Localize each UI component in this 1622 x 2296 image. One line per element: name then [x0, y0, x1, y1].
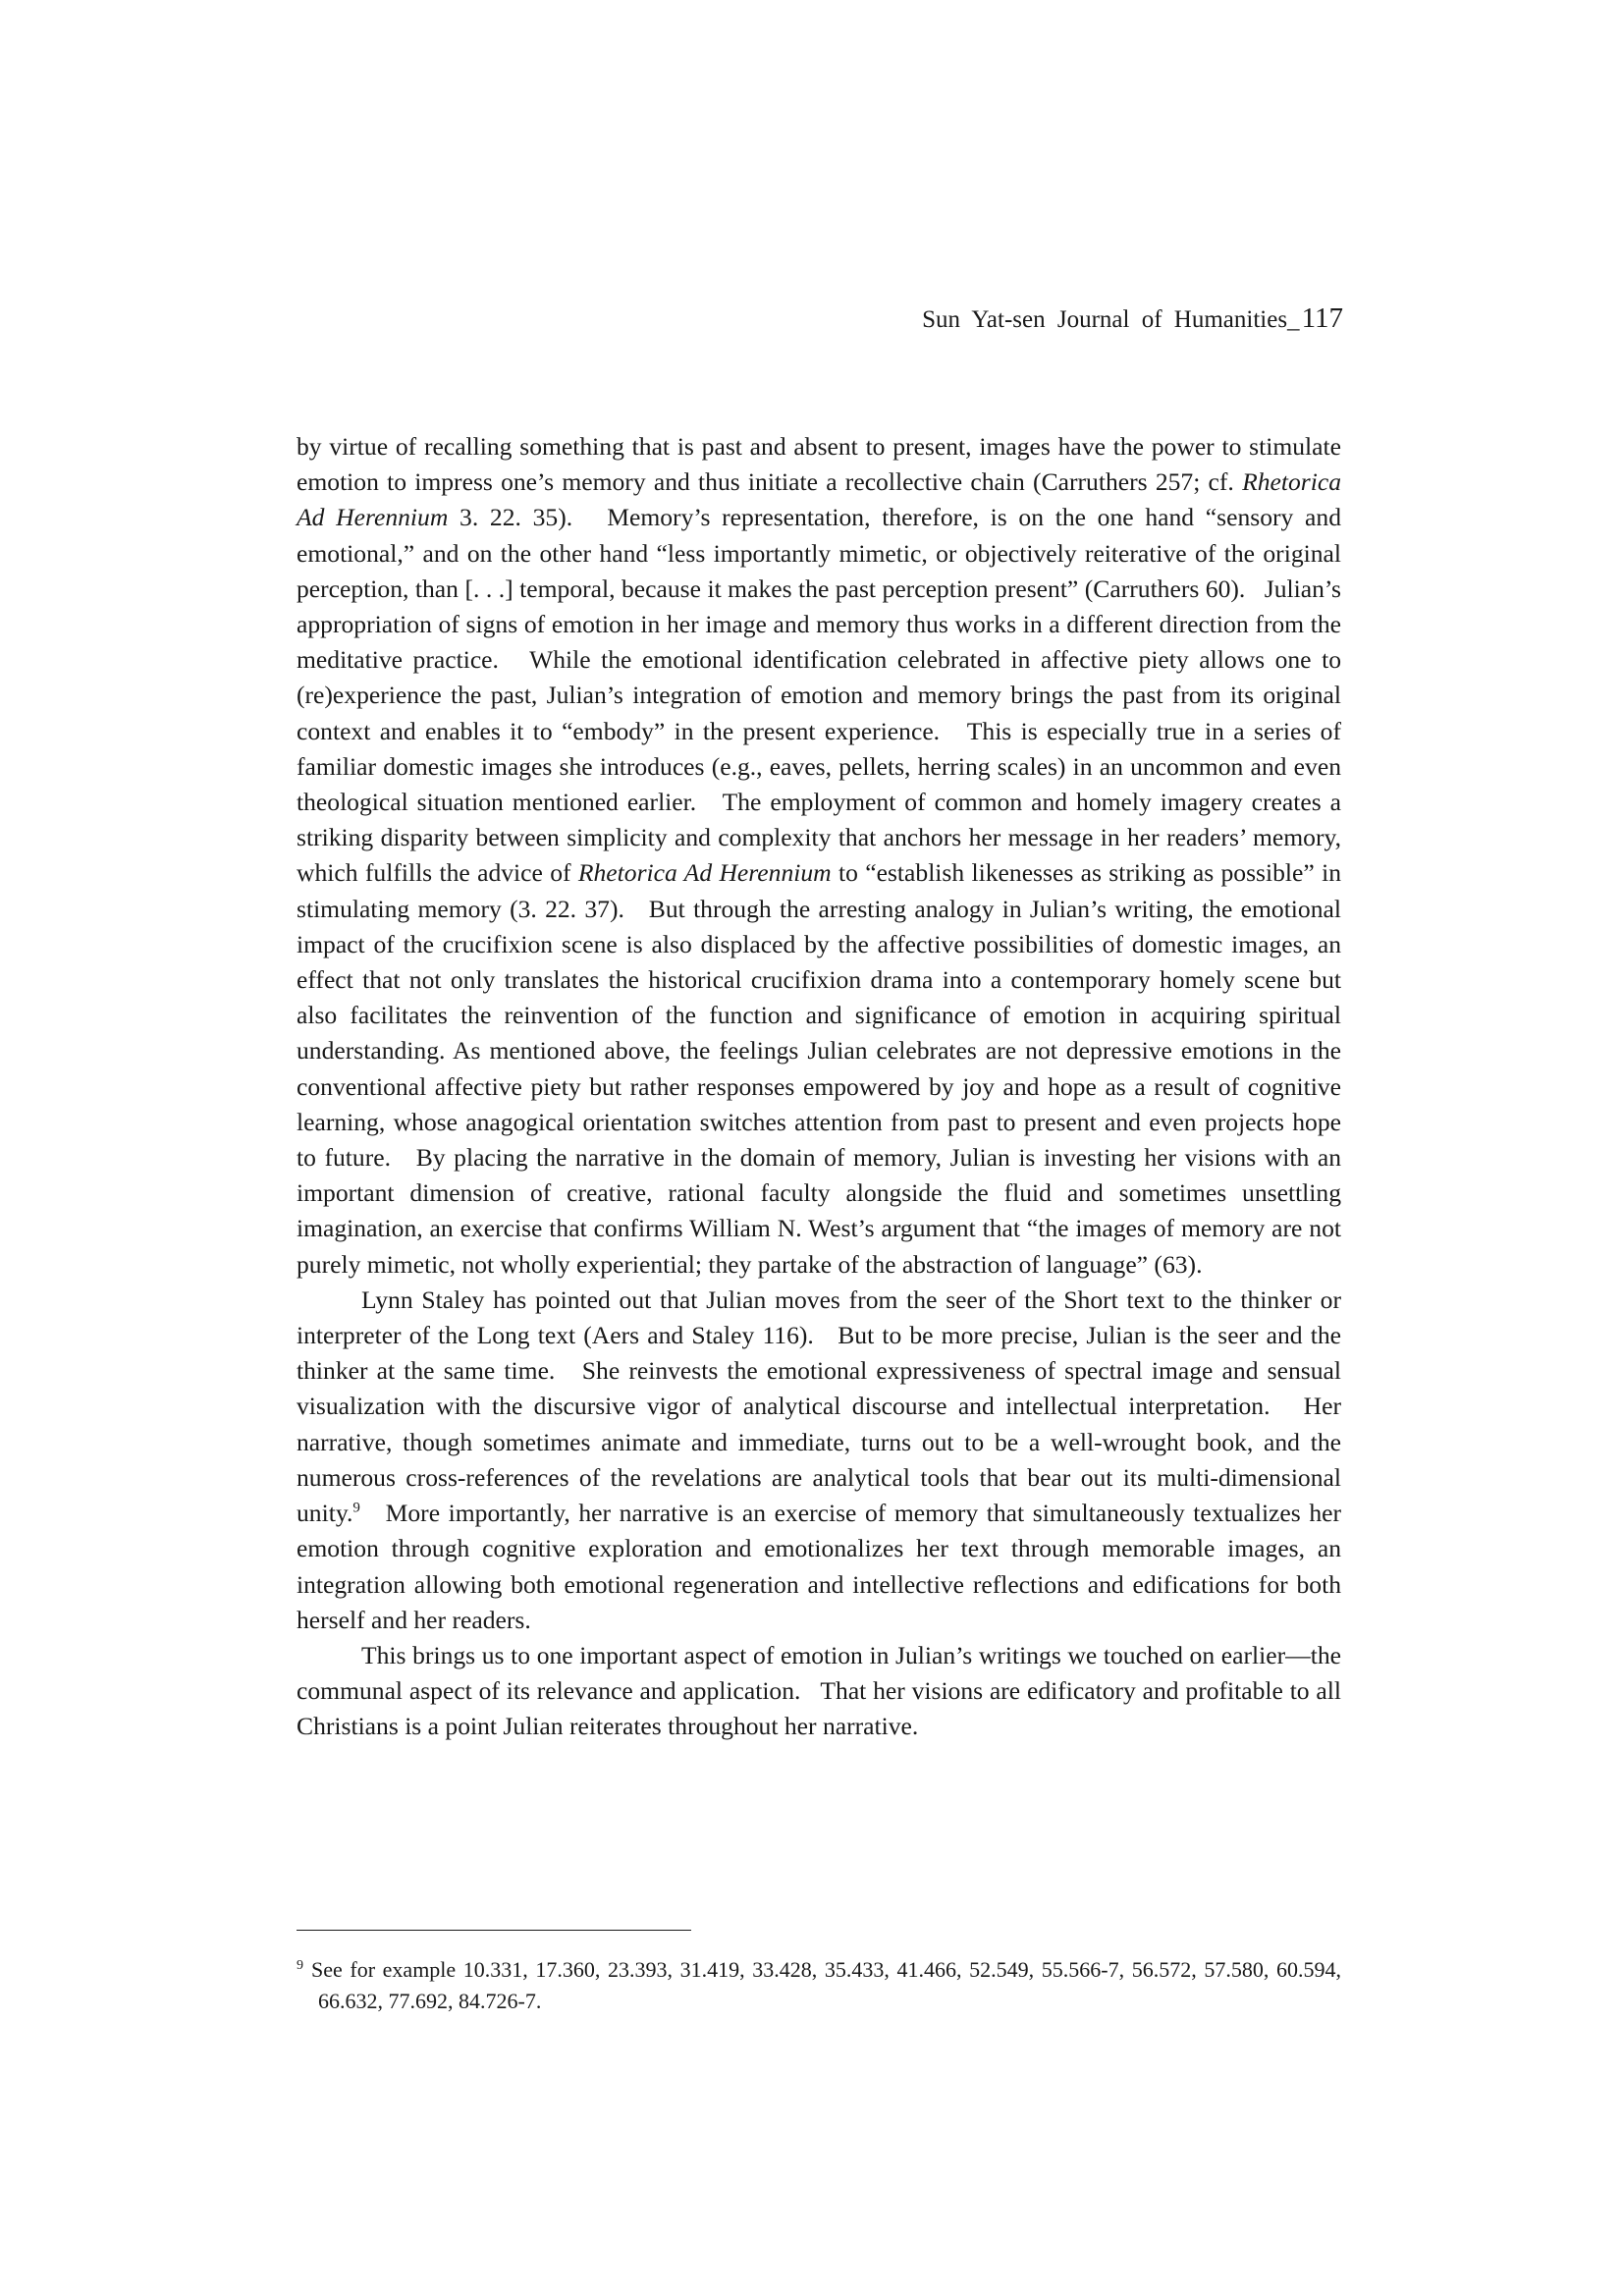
paragraph-2-text-b: More importantly, her narrative is an exercise of memory that simultaneously textualizes her emotion through cognitive exploration and emotionalizes her text through memorable images, an integration allowing both emotional regeneration and intellective reflections and edifications for both herself and her readers. [297, 1499, 1341, 1634]
paragraph-1-text-b: 3. 22. 35). Memory’s representation, therefore, is on the one hand “sensory and emotional,” and on the other hand “less importantly mimetic, or objectively reiterative of the original perception, than [. . .] temporal, because it makes the past perception present” (Carruthers 60). Julian’s appropriation of signs of emotion in her image and memory thus works in a different direction from the meditative practice. While the emotional identification celebrated in affective piety allows one to (re)experience the past, Julian’s integration of emotion and memory brings the past from its original context and enables it to “embody” in the present experience. This is especially true in a series of familiar domestic images she introduces (e.g., eaves, pellets, herring scales) in an uncommon and even theological situation mentioned earlier. The employment of common and homely imagery creates a striking disparity between simplicity and complexity that anchors her message in her readers’ memory, which fulfills the advice of [297, 503, 1341, 888]
footnote-mark: 9 [297, 1957, 303, 1973]
journal-title: Sun Yat-sen Journal of Humanities_ [922, 306, 1300, 333]
body-text [297, 429, 1341, 1745]
paragraph-3-text: This brings us to one important aspect of emotion in Julian’s writings we touched on earlier—the communal aspect of its relevance and application. That her visions are edificatory and profitable to all Christians is a point Julian reiterates throughout her narrative. [297, 1640, 1341, 1741]
paragraph-1-title-b: Rhetorica Ad Herennium [577, 858, 832, 888]
footnote-divider [297, 1930, 691, 1931]
paragraph-3 [297, 1638, 1341, 1745]
paragraph-1-title-a: Rhetorica Ad Herennium [297, 467, 1341, 532]
page-number: 117 [1301, 302, 1343, 334]
paragraph-1 [297, 429, 1341, 1283]
footnote-reference[interactable]: 9 [352, 1500, 360, 1516]
paragraph-1-text-a: by virtue of recalling something that is past and absent to present, images have the power to stimulate emotion to impress one’s memory and thus initiate a recollective chain (Carruthers 257; cf. [297, 432, 1341, 497]
running-head [911, 301, 1343, 338]
paragraph-2-text-a: Lynn Staley has pointed out that Julian moves from the seer of the Short text to the thinker or interpreter of the Long text (Aers and Staley 116). But to be more precise, Julian is the seer and the thinker at the same time. She reinvests the emotional expressiveness of spectral image and sensual visualization with the discursive vigor of analytical discourse and intellectual interpretation. Her narrative, though sometimes animate and immediate, turns out to be a well-wrought book, and the numerous cross-references of the revelations are analytical tools that bear out its multi-dimensional unity. [297, 1285, 1341, 1528]
footnote-text: See for example 10.331, 17.360, 23.393, 31.419, 33.428, 35.433, 41.466, 52.549, 55.566-7, 56.572, 57.580, 60.594, 66.632, 77.692, 84.726-7. [311, 1957, 1341, 2013]
paragraph-1-text-c: to “establish likenesses as striking as possible” in stimulating memory (3. 22. 37). But through the arresting analogy in Julian’s writing, the emotional impact of the crucifixion scene is also displaced by the affective possibilities of domestic images, an effect that not only translates the historical crucifixion drama into a contemporary homely scene but also facilitates the reinvention of the function and significance of emotion in acquiring spiritual understanding. As mentioned above, the feelings Julian celebrates are not depressive emotions in the conventional affective piety but rather responses empowered by joy and hope as a result of cognitive learning, whose anagogical orientation switches attention from past to present and even projects hope to future. By placing the narrative in the domain of memory, Julian is investing her visions with an important dimension of creative, rational faculty alongside the fluid and sometimes unsettling imagination, an exercise that confirms William N. West’s argument that “the images of memory are not purely mimetic, not wholly experiential; they partake of the abstraction of language” (63). [297, 858, 1341, 1279]
paragraph-2 [297, 1283, 1341, 1638]
footnote [297, 1954, 1341, 2017]
